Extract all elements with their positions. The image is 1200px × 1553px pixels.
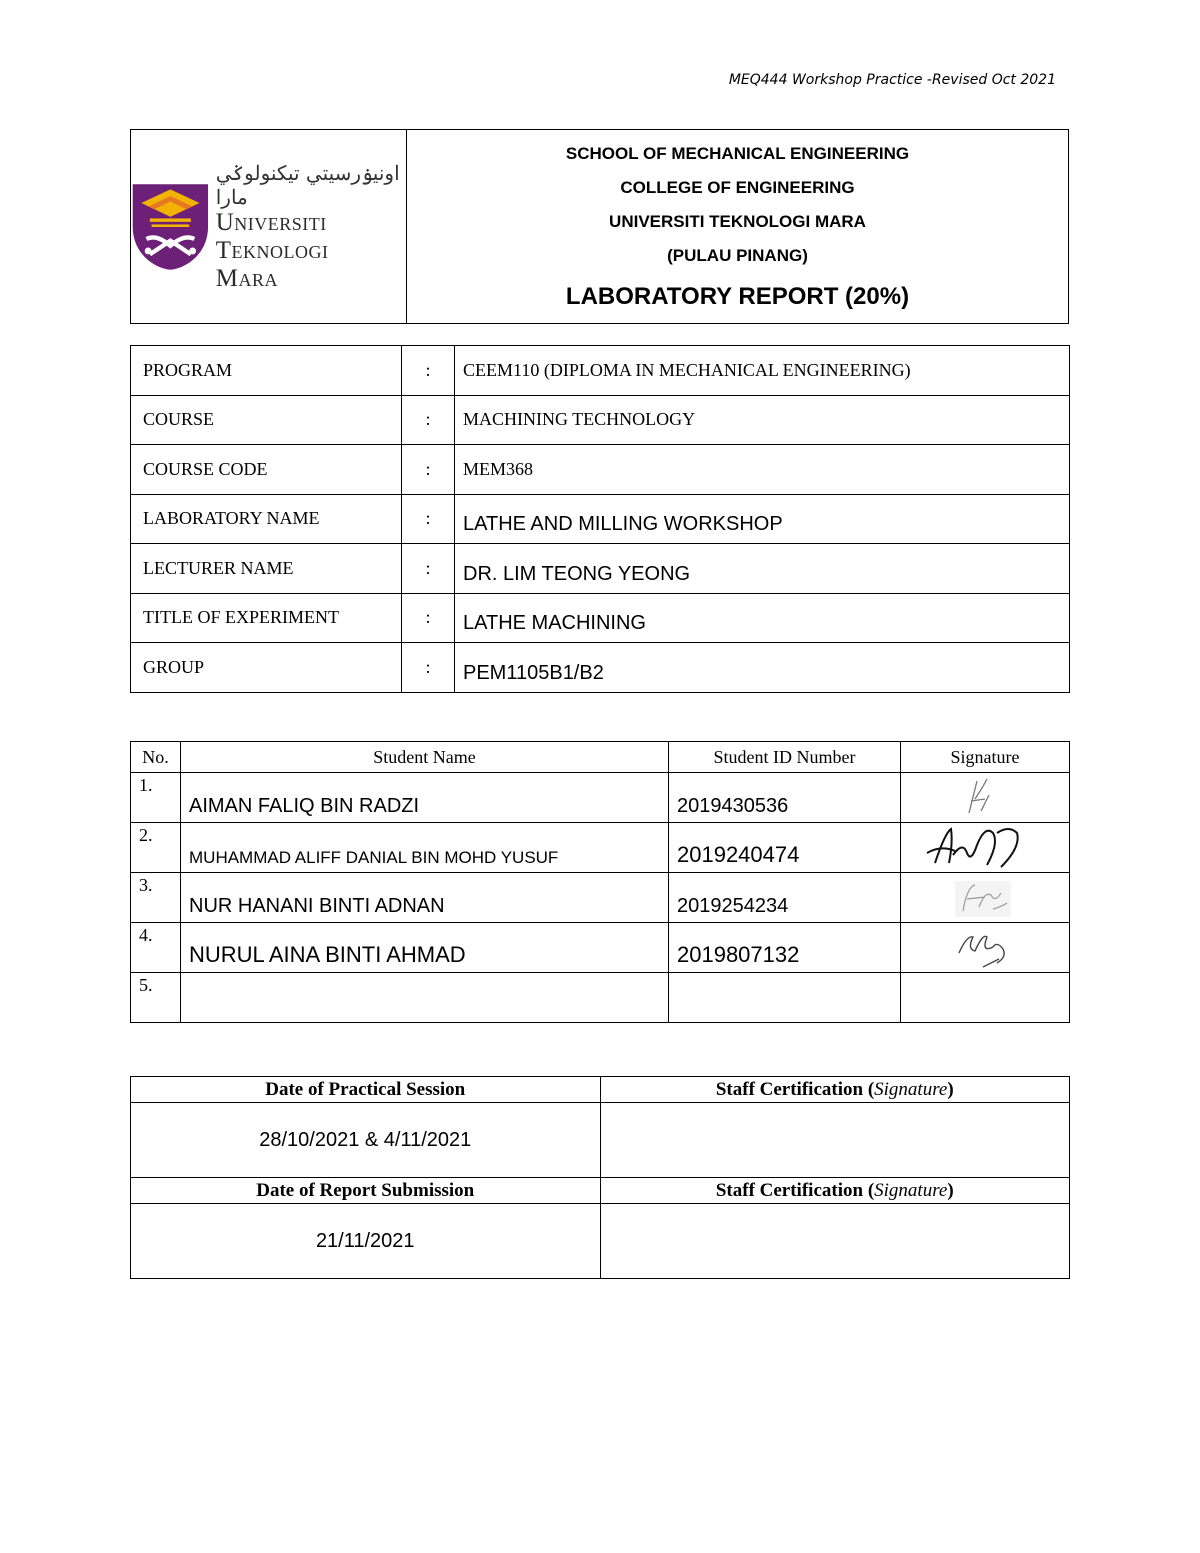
course-info-table	[130, 345, 1070, 693]
logo-jawi-script: اونيۏرسيتي تيكنولوݢي مارا	[215, 160, 400, 209]
campus-name: (PULAU PINANG)	[667, 245, 808, 265]
colon: :	[402, 544, 455, 594]
uitm-crest-icon	[131, 175, 210, 279]
staff-certification-text: Staff Certification	[715, 1179, 864, 1201]
signature-icon	[901, 923, 1069, 972]
header-student-name: Student Name	[181, 742, 669, 773]
signature-cell	[901, 923, 1070, 973]
logo-wordmark	[216, 161, 406, 293]
lecturer-value: DR. LIM TEONG YEONG	[463, 562, 691, 585]
signature-cell	[901, 873, 1070, 923]
row-number: 2.	[139, 825, 153, 845]
header-block	[130, 129, 1069, 324]
colon: :	[402, 593, 455, 643]
row-number: 1.	[139, 775, 153, 795]
lab-name-value: LATHE AND MILLING WORKSHOP	[463, 513, 783, 536]
group-value: PEM1105B1/B2	[463, 661, 604, 684]
colon: :	[402, 445, 455, 495]
header-signature: Signature	[901, 742, 1070, 773]
program-label: PROGRAM	[131, 346, 402, 396]
row-number: 4.	[139, 925, 153, 945]
program-value: CEEM110 (DIPLOMA IN MECHANICAL ENGINEERING)	[463, 359, 911, 380]
table-row	[131, 873, 1070, 923]
student-name: NUR HANANI BINTI ADNAN	[189, 895, 445, 917]
info-row-program	[131, 346, 1070, 396]
info-row-title	[131, 593, 1070, 643]
staff-certification-label: Staff Certification (Signature)	[600, 1178, 1070, 1204]
student-table-header	[131, 742, 1070, 773]
header-no: No.	[131, 742, 181, 773]
table-row	[131, 773, 1070, 823]
group-label: GROUP	[131, 643, 402, 693]
info-row-group	[131, 643, 1070, 693]
signature-icon	[901, 873, 1069, 922]
signature-icon	[901, 823, 1069, 872]
signature-word: Signature	[874, 1078, 948, 1100]
college-name: COLLEGE OF ENGINEERING	[620, 177, 855, 197]
colon: :	[402, 643, 455, 693]
info-row-lecturer	[131, 544, 1070, 594]
table-row	[131, 923, 1070, 973]
logo-cell	[131, 130, 407, 324]
logo-word-mara: Mara	[215, 264, 278, 292]
student-name: AIMAN FALIQ BIN RADZI	[189, 795, 420, 817]
info-row-course	[131, 395, 1070, 445]
info-row-course-code	[131, 445, 1070, 495]
info-row-lab-name	[131, 494, 1070, 544]
uitm-logo	[131, 130, 406, 323]
header-student-id: Student ID Number	[669, 742, 901, 773]
title-value: LATHE MACHINING	[463, 612, 646, 635]
table-row	[131, 823, 1070, 873]
student-table	[130, 741, 1070, 1023]
practical-session-label: Date of Practical Session	[131, 1077, 601, 1103]
practical-session-value: 28/10/2021 & 4/11/2021	[131, 1103, 601, 1178]
table-row	[131, 973, 1070, 1023]
staff-signature-box	[600, 1103, 1070, 1178]
staff-certification-text: Staff Certification	[715, 1078, 864, 1100]
signature-icon	[901, 773, 1069, 822]
date-certification-table	[130, 1076, 1070, 1279]
student-name: NURUL AINA BINTI AHMAD	[189, 942, 466, 967]
report-submission-value: 21/11/2021	[131, 1204, 601, 1279]
title-label: TITLE OF EXPERIMENT	[131, 593, 402, 643]
logo-word-teknologi: Teknologi	[215, 236, 329, 264]
staff-signature-box	[600, 1204, 1070, 1279]
school-name: SCHOOL OF MECHANICAL ENGINEERING	[565, 143, 910, 163]
colon: :	[402, 346, 455, 396]
page-header-note: MEQ444 Workshop Practice -Revised Oct 2021	[728, 72, 1056, 88]
signature-word: Signature	[874, 1179, 948, 1201]
report-title: LABORATORY REPORT (20%)	[565, 282, 910, 310]
student-id: 2019807132	[677, 942, 800, 967]
student-id: 2019430536	[677, 795, 789, 817]
student-id: 2019254234	[677, 895, 789, 917]
student-name: MUHAMMAD ALIFF DANIAL BIN MOHD YUSUF	[189, 848, 559, 867]
logo-word-universiti: Universiti	[215, 208, 327, 236]
colon: :	[402, 395, 455, 445]
course-code-label: COURSE CODE	[131, 445, 402, 495]
heading-cell	[407, 130, 1069, 324]
course-value: MACHINING TECHNOLOGY	[463, 409, 696, 430]
row-number: 3.	[139, 875, 153, 895]
report-submission-label: Date of Report Submission	[131, 1178, 601, 1204]
course-code-value: MEM368	[463, 458, 534, 479]
lecturer-label: LECTURER NAME	[131, 544, 402, 594]
signature-cell	[901, 773, 1070, 823]
row-number: 5.	[139, 975, 153, 995]
course-label: COURSE	[131, 395, 402, 445]
lab-name-label: LABORATORY NAME	[131, 494, 402, 544]
signature-cell	[901, 973, 1070, 1023]
staff-certification-label: Staff Certification (Signature)	[600, 1077, 1070, 1103]
university-name: UNIVERSITI TEKNOLOGI MARA	[609, 211, 866, 231]
student-id: 2019240474	[677, 842, 800, 867]
signature-cell	[901, 823, 1070, 873]
colon: :	[402, 494, 455, 544]
